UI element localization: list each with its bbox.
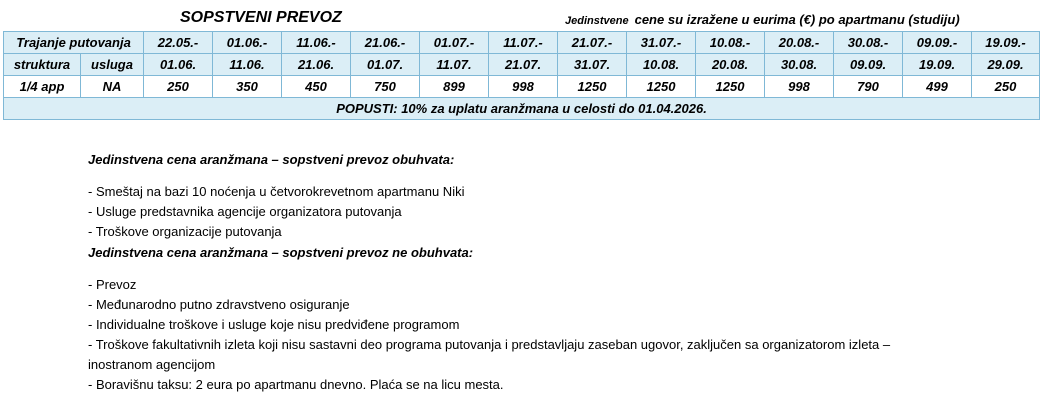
price-cell: 790 <box>834 76 903 98</box>
period-start-row <box>4 32 1040 54</box>
price-note <box>565 12 960 27</box>
period-start: 19.09.- <box>972 32 1040 54</box>
period-start: 30.08.- <box>834 32 903 54</box>
period-start: 01.06.- <box>213 32 282 54</box>
includes-list <box>88 182 464 242</box>
period-end: 21.06. <box>282 54 351 76</box>
list-item: - Prevoz <box>88 277 137 292</box>
service-label: usluga <box>81 54 144 76</box>
discount-row <box>4 98 1040 120</box>
page-title: SOPSTVENI PREVOZ <box>180 9 342 26</box>
price-cell: 1250 <box>696 76 765 98</box>
price-cell: 1250 <box>627 76 696 98</box>
period-start: 11.06.- <box>282 32 351 54</box>
period-start: 10.08.- <box>696 32 765 54</box>
price-cell: 899 <box>420 76 489 98</box>
period-end: 19.09. <box>903 54 972 76</box>
price-cell: 350 <box>213 76 282 98</box>
period-end: 31.07. <box>558 54 627 76</box>
list-item: - Smeštaj na bazi 10 noćenja u četvorokrevetnom apartmanu Niki <box>88 184 465 199</box>
list-item: - Individualne troškove i usluge koje nisu predviđene programom <box>88 317 460 332</box>
list-item: - Troškove fakultativnih izleta koji nisu sastavni deo programa putovanja i predstavljaju zaseban ugovor, zaključen sa organizatorom izleta – <box>88 337 891 352</box>
price-cell: 250 <box>972 76 1040 98</box>
price-cell: 750 <box>351 76 420 98</box>
period-start: 21.07.- <box>558 32 627 54</box>
period-end: 20.08. <box>696 54 765 76</box>
period-start: 22.05.- <box>144 32 213 54</box>
includes-heading: Jedinstvena cena aranžmana – sopstveni prevoz obuhvata: <box>88 152 455 167</box>
period-end: 29.09. <box>972 54 1040 76</box>
excludes-list <box>88 275 890 395</box>
price-note-first-word: Jedinstvene <box>565 15 629 27</box>
period-start: 20.08.- <box>765 32 834 54</box>
list-item: - Boravišnu taksu: 2 eura po apartmanu dnevno. Plaća se na licu mesta. <box>88 377 504 392</box>
period-start: 11.07.- <box>489 32 558 54</box>
period-start: 01.07.- <box>420 32 489 54</box>
period-end: 11.06. <box>213 54 282 76</box>
list-item: inostranom agencijom <box>88 357 216 372</box>
price-cell: 499 <box>903 76 972 98</box>
period-end: 01.07. <box>351 54 420 76</box>
duration-label: Trajanje putovanja <box>4 32 144 54</box>
price-cell: 1250 <box>558 76 627 98</box>
price-cell: 998 <box>489 76 558 98</box>
period-start: 09.09.- <box>903 32 972 54</box>
period-start: 21.06.- <box>351 32 420 54</box>
list-item: - Međunarodno putno zdravstveno osiguranje <box>88 297 350 312</box>
list-item: - Troškove organizacije putovanja <box>88 224 282 239</box>
period-end: 09.09. <box>834 54 903 76</box>
discount-note: POPUSTI: 10% za uplatu aranžmana u celosti do 01.04.2026. <box>4 98 1040 120</box>
structure-label: struktura <box>4 54 81 76</box>
period-end: 21.07. <box>489 54 558 76</box>
structure-value: 1/4 app <box>4 76 81 98</box>
price-cell: 250 <box>144 76 213 98</box>
list-item: - Usluge predstavnika agencije organizatora putovanja <box>88 204 402 219</box>
excludes-section <box>88 243 890 395</box>
service-value: NA <box>81 76 144 98</box>
price-cell: 450 <box>282 76 351 98</box>
period-end-row <box>4 54 1040 76</box>
includes-section <box>88 150 464 242</box>
period-end: 30.08. <box>765 54 834 76</box>
period-end: 10.08. <box>627 54 696 76</box>
period-end: 01.06. <box>144 54 213 76</box>
price-cell: 998 <box>765 76 834 98</box>
period-end: 11.07. <box>420 54 489 76</box>
price-row <box>4 76 1040 98</box>
title-row <box>0 9 1041 29</box>
period-start: 31.07.- <box>627 32 696 54</box>
price-table <box>3 31 1040 120</box>
price-note-rest: cene su izražene u eurima (€) po apartmanu (studiju) <box>634 12 960 27</box>
excludes-heading: Jedinstvena cena aranžmana – sopstveni prevoz ne obuhvata: <box>88 245 474 260</box>
